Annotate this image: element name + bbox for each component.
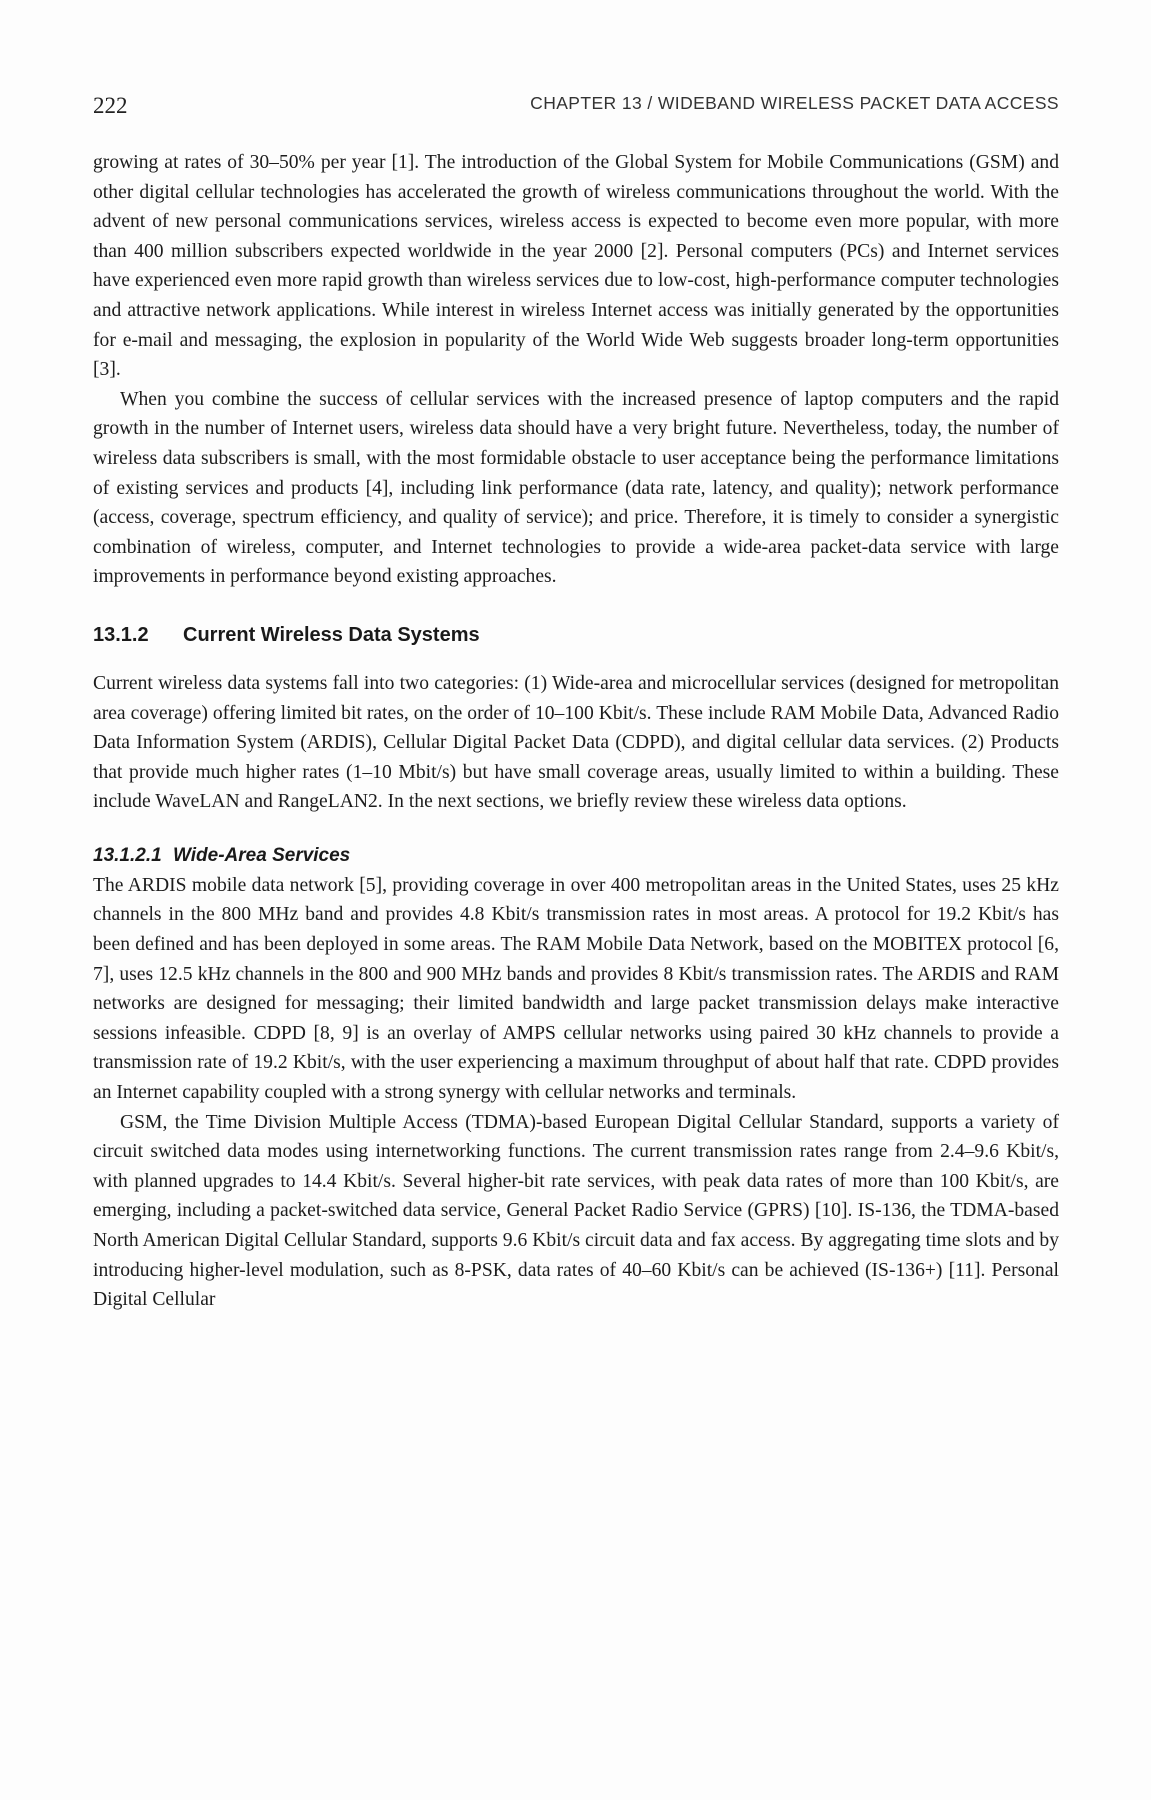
subsection-number: 13.1.2.1 (93, 844, 162, 866)
page-header (93, 93, 1059, 121)
section-number: 13.1.2 (93, 623, 149, 646)
running-head: CHAPTER 13 / WIDEBAND WIRELESS PACKET DATA ACCESS (530, 93, 1059, 113)
paragraph-4: The ARDIS mobile data network [5], providing coverage in over 400 metropolitan areas in the United States, uses 25 kHz channels in the 800 MHz band and provides 4.8 Kbit/s transmission rates in most areas. A protocol for 19.2 Kbit/s has been defined and has been deployed in some areas. The RAM Mobile Data Network, based on the MOBITEX protocol [6, 7], uses 12.5 kHz channels in the 800 and 900 MHz bands and provides 8 Kbit/s transmission rates. The ARDIS and RAM networks are designed for messaging; their limited bandwidth and large packet transmission delays make interactive sessions infeasible. CDPD [8, 9] is an overlay of AMPS cellular networks using paired 30 kHz channels to provide a transmission rate of 19.2 Kbit/s, with the user experiencing a maximum throughput of about half that rate. CDPD provides an Internet capability coupled with a strong synergy with cellular networks and terminals. (93, 874, 1059, 1104)
body-text (93, 148, 1059, 1315)
paragraph-5: GSM, the Time Division Multiple Access (TDMA)-based European Digital Cellular Standard, supports a variety of circuit switched data modes using internetworking functions. The current transmission rates range from 2.4–9.6 Kbit/s, with planned upgrades to 14.4 Kbit/s. Several higher-bit rate services, with peak data rates of more than 100 Kbit/s, are emerging, including a packet-switched data service, General Packet Radio Service (GPRS) [10]. IS-136, the TDMA-based North American Digital Cellular Standard, supports 9.6 Kbit/s circuit data and fax access. By aggregating time slots and by introducing higher-level modulation, such as 8-PSK, data rates of 40–60 Kbit/s can be achieved (IS-136+) [11]. Personal Digital Cellular (93, 1111, 1059, 1311)
paragraph-2: When you combine the success of cellular services with the increased presence of laptop computers and the rapid growth in the number of Internet users, wireless data should have a very bright future. Nevertheless, today, the number of wireless data subscribers is small, with the most formidable obstacle to user acceptance being the performance limitations of existing services and products [4], including link performance (data rate, latency, and quality); network performance (access, coverage, spectrum efficiency, and quality of service); and price. Therefore, it is timely to consider a synergistic combination of wireless, computer, and Internet technologies to provide a wide-area packet-data service with large improvements in performance beyond existing approaches. (93, 388, 1059, 588)
section-heading-13-1-2 (93, 620, 1059, 650)
section-title: Current Wireless Data Systems (183, 623, 480, 646)
paragraph-1: growing at rates of 30–50% per year [1]. The introduction of the Global System for Mobile Communications (GSM) and other digital cellular technologies has accelerated the growth of wireless communications throughout the world. With the advent of new personal communications services, wireless access is expected to become even more popular, with more than 400 million subscribers expected worldwide in the year 2000 [2]. Personal computers (PCs) and Internet services have experienced even more rapid growth than wireless services due to low-cost, high-performance computer technologies and attractive network applications. While interest in wireless Internet access was initially generated by the opportunities for e-mail and messaging, the explosion in popularity of the World Wide Web suggests broader long-term opportunities [3]. (93, 152, 1059, 381)
subsection-heading-13-1-2-1 (93, 841, 1059, 871)
page-number: 222 (93, 93, 128, 118)
paragraph-3: Current wireless data systems fall into two categories: (1) Wide-area and microcellular services (designed for metropolitan area coverage) offering limited bit rates, on the order of 10–100 Kbit/s. These include RAM Mobile Data, Advanced Radio Data Information System (ARDIS), Cellular Digital Packet Data (CDPD), and digital cellular data services. (2) Products that provide much higher rates (1–10 Mbit/s) but have small coverage areas, usually limited to within a building. These include WaveLAN and RangeLAN2. In the next sections, we briefly review these wireless data options. (93, 672, 1059, 813)
subsection-title: Wide-Area Services (173, 844, 351, 866)
